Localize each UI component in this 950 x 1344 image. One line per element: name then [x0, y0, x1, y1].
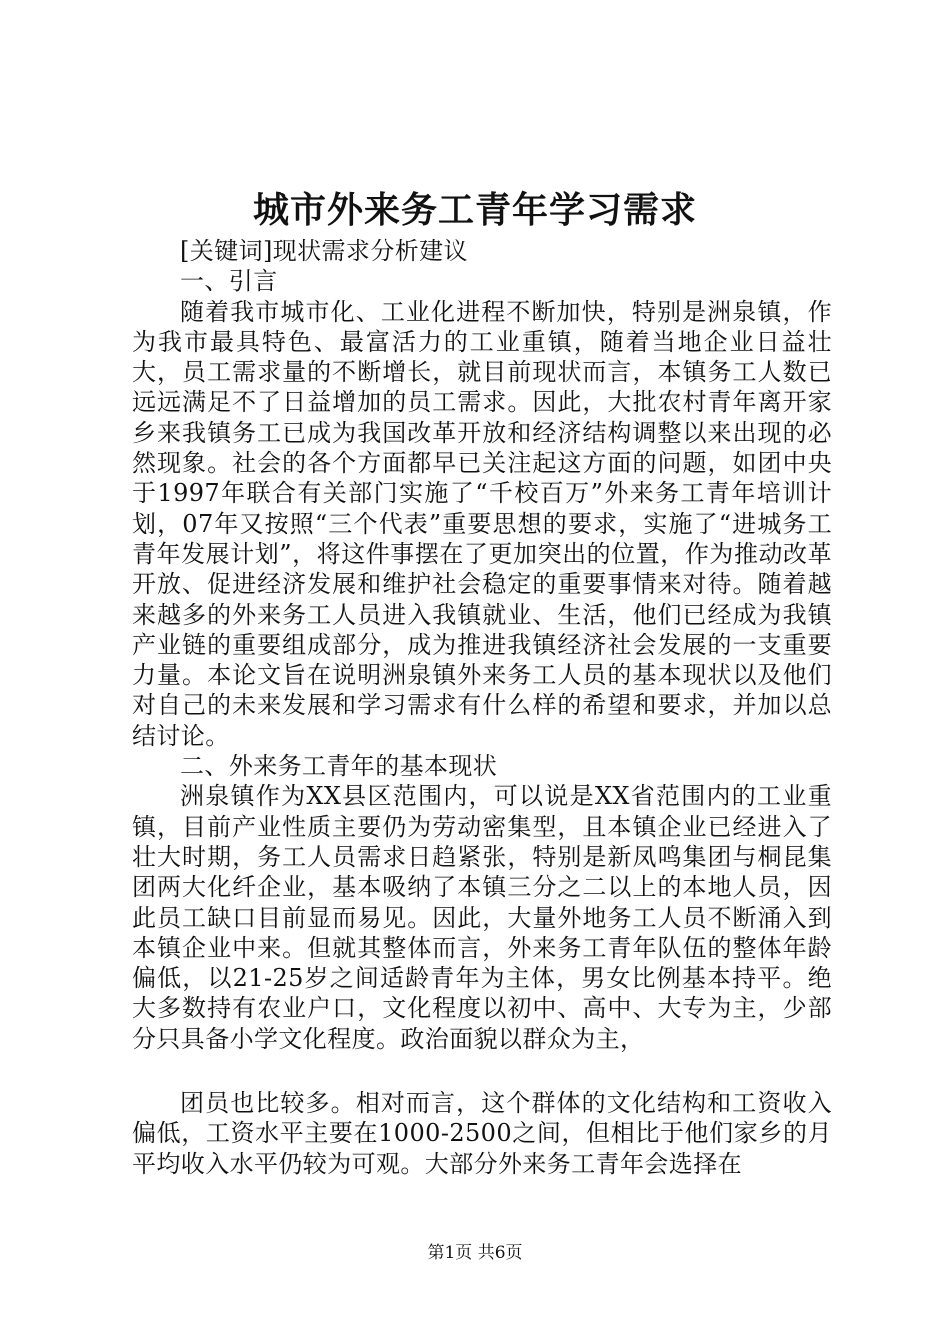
paragraph-introduction: 随着我市城市化、工业化进程不断加快，特别是洲泉镇，作为我市最具特色、最富活力的工业重镇，随着当地企业日益壮大，员工需求量的不断增长，就目前现状而言，本镇务工人数已远远满足不了日益增加的员工需求。因此，大批农村青年离开家乡来我镇务工已成为我国改革开放和经济结构调整以来出现的必然现象。社会的各个方面都早已关注起这方面的问题，如团中央于1997年联合有关部门实施了“千校百万”外来务工青年培训计划，07年又按照“三个代表”重要思想的要求，实施了“进城务工青年发展计划”，将这件事摆在了更加突出的位置，作为推动改革开放、促进经济发展和维护社会稳定的重要事情来对待。随着越来越多的外来务工人员进入我镇就业、生活，他们已经成为我镇产业链的重要组成部分，成为推进我镇经济社会发展的一支重要力量。本论文旨在说明洲泉镇外来务工人员的基本现状以及他们对自己的未来发展和学习需求有什么样的希望和要求，并加以总结讨论。 [132, 297, 832, 750]
page-number-footer: 第1页 共6页 [427, 1243, 523, 1263]
keywords-line: [关键词]现状需求分析建议 [180, 237, 468, 265]
section-heading-status: 二、外来务工青年的基本现状 [180, 752, 498, 781]
document-body [132, 236, 832, 1054]
section-heading-introduction: 一、引言 [180, 267, 278, 296]
document-body-continued [132, 1088, 832, 1179]
paragraph-continuation: 团员也比较多。相对而言，这个群体的文化结构和工资收入偏低，工资水平主要在1000-2500之间，但相比于他们家乡的月平均收入水平仍较为可观。大部分外来务工青年会选择在 [132, 1089, 832, 1178]
paragraph-status: 洲泉镇作为XX县区范围内，可以说是XX省范围内的工业重镇，目前产业性质主要仍为劳动密集型，且本镇企业已经进入了壮大时期，务工人员需求日趋紧张，特别是新凤鸣集团与桐昆集团两大化纤企业，基本吸纳了本镇三分之二以上的本地人员，因此员工缺口目前显而易见。因此，大量外地务工人员不断涌入到本镇企业中来。但就其整体而言，外来务工青年队伍的整体年龄偏低，以21-25岁之间适龄青年为主体，男女比例基本持平。绝大多数持有农业户口，文化程度以初中、高中、大专为主，少部分只具备小学文化程度。政治面貌以群众为主， [132, 782, 832, 1053]
document-title: 城市外来务工青年学习需求 [252, 189, 697, 231]
